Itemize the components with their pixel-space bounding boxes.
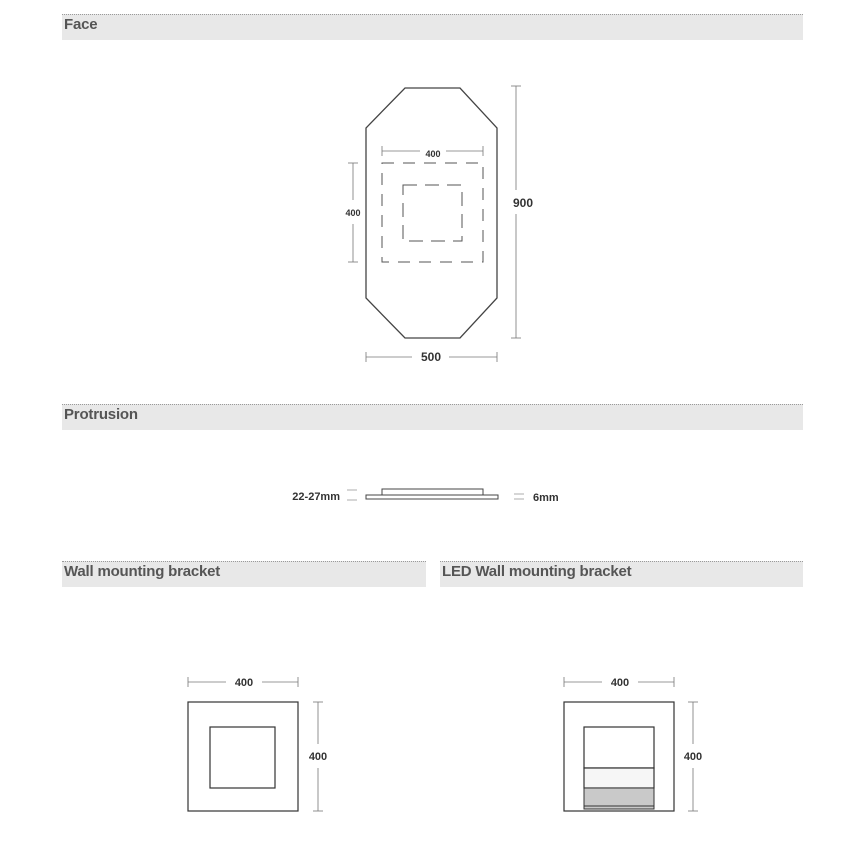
inner-width-label: 400 (425, 149, 441, 159)
mirror-side-profile (382, 489, 483, 495)
protrusion-drawing (292, 489, 559, 504)
mounting-area-outer (382, 163, 483, 262)
height-dimension (511, 86, 521, 338)
wall-bracket-height-label: 400 (308, 751, 328, 763)
wall-bracket-drawing (188, 677, 327, 811)
protrusion-left-label: 22-27mm (292, 491, 340, 503)
width-label: 500 (420, 350, 442, 364)
inner-height-label: 400 (345, 208, 361, 218)
section-title-face: Face (64, 16, 98, 33)
led-bracket-drawing (564, 677, 702, 811)
mirror-outline (366, 88, 497, 338)
led-bracket-height-label: 400 (683, 751, 703, 763)
protrusion-right-label: 6mm (533, 492, 559, 504)
section-title-protrusion: Protrusion (64, 406, 138, 423)
led-bracket-width-label: 400 (610, 677, 630, 689)
wall-bracket-inner (210, 727, 275, 788)
led-bracket-middle-panel (584, 768, 654, 788)
led-bracket-upper-panel (584, 727, 654, 768)
mirror-glass-profile (366, 495, 498, 499)
height-label: 900 (512, 196, 534, 210)
wall-bracket-width-label: 400 (234, 677, 254, 689)
section-title-led-bracket: LED Wall mounting bracket (442, 563, 632, 580)
section-title-wall-bracket: Wall mounting bracket (64, 563, 221, 580)
mounting-area-inner (403, 185, 462, 241)
wall-bracket-outer (188, 702, 298, 811)
face-drawing (345, 86, 533, 364)
